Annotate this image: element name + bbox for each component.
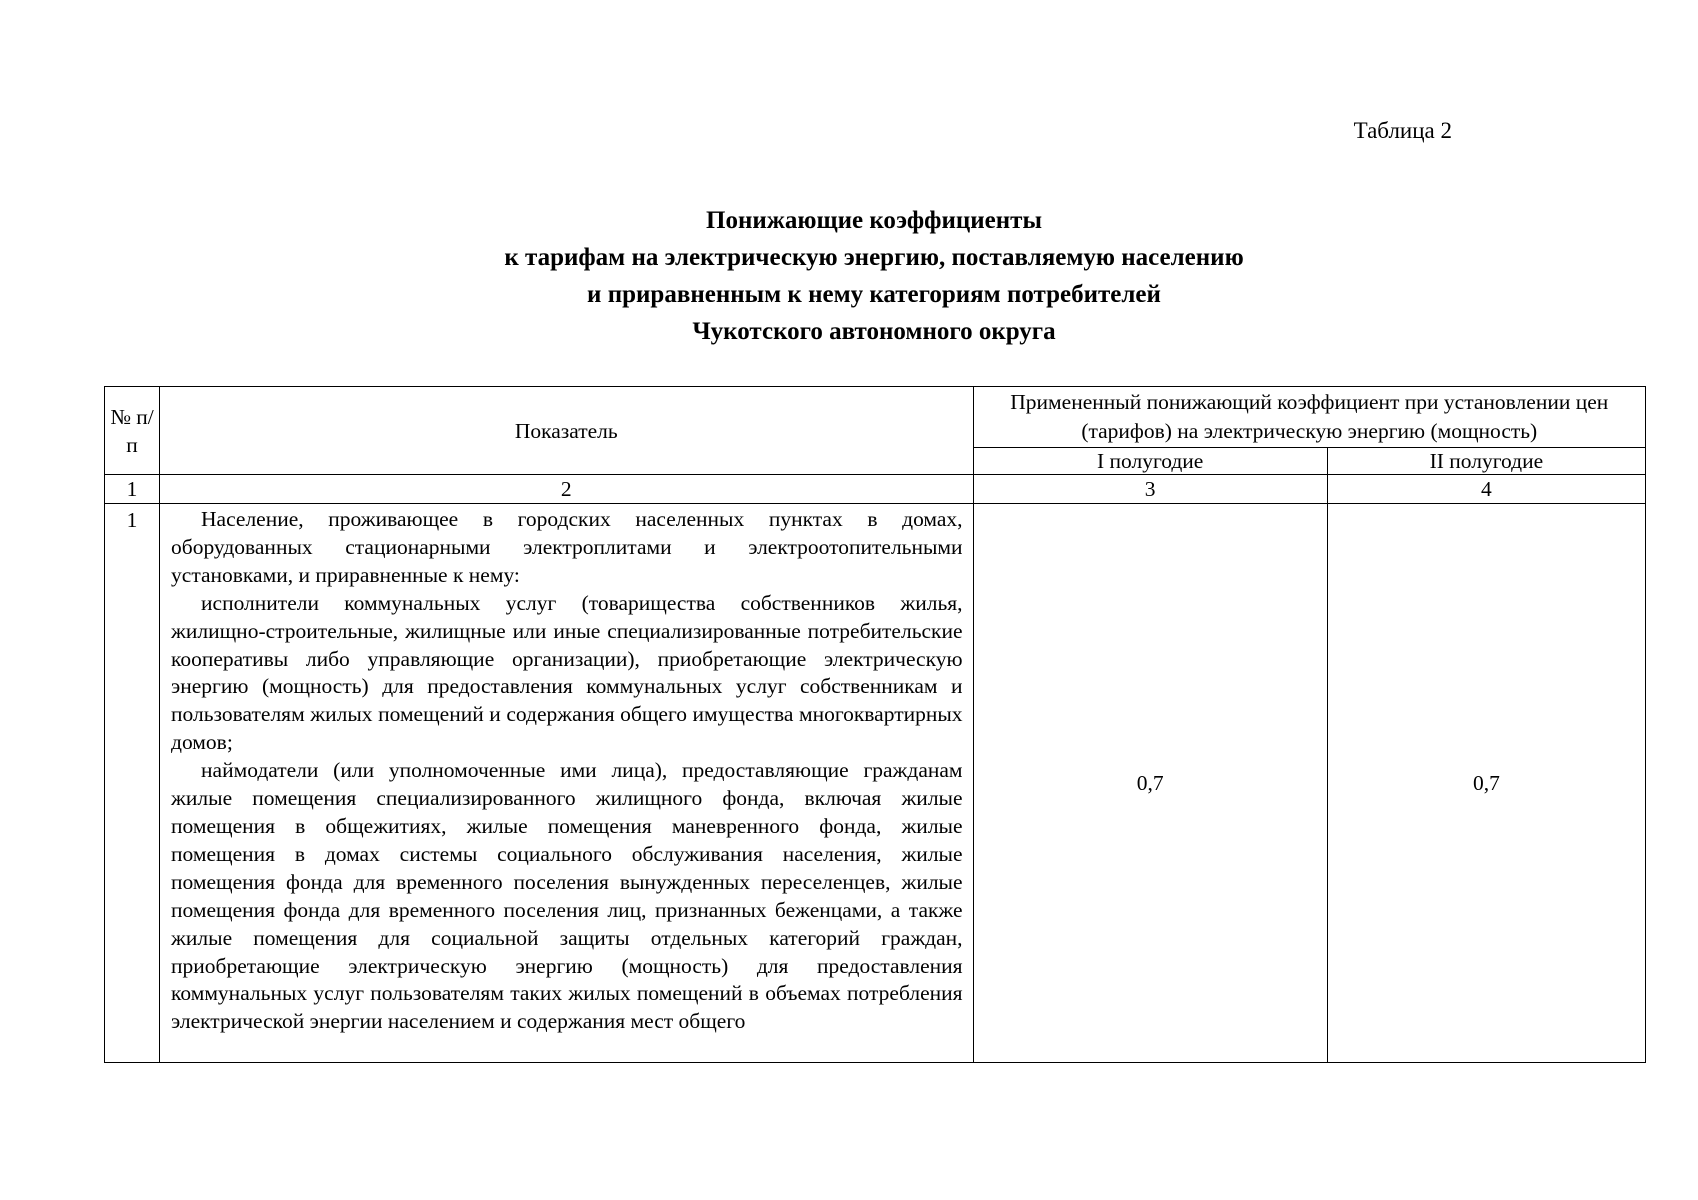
table-row [105, 504, 1646, 1063]
column-index: 1 [105, 475, 160, 504]
row-half2-value: 0,7 [1327, 504, 1645, 1063]
row-half1-value: 0,7 [973, 504, 1327, 1063]
column-index: 3 [973, 475, 1327, 504]
row-indicator [160, 504, 974, 1063]
header-half1: I полугодие [973, 448, 1327, 475]
header-half2: II полугодие [1327, 448, 1645, 475]
column-index-row [105, 475, 1646, 504]
title-line: Чукотского автономного округа [692, 318, 1056, 345]
column-index: 4 [1327, 475, 1645, 504]
header-row [105, 387, 1646, 448]
indicator-paragraph: исполнители коммунальных услуг (товарищества собственников жилья, жилищно-строительные, жилищные или иные специализированные потребительские кооперативы либо управляющие организации), приобретающие электрическую энергию (мощность) для предоставления коммунальных услуг собственникам и пользователям жилых помещений и содержания общего имущества многоквартирных домов; [171, 590, 963, 755]
indicator-paragraph: Население, проживающее в городских населенных пунктах в домах, оборудованных стационарными электроплитами и электроотопительными установками, и приравненные к нему: [171, 507, 963, 587]
header-num [105, 387, 160, 475]
header-num-text: № п/п [110, 404, 154, 457]
title-line: к тарифам на электрическую энергию, поставляемую населению [504, 244, 1244, 271]
document-title [0, 202, 1698, 350]
indicator-paragraph: наймодатели (или уполномоченные ими лица), предоставляющие гражданам жилые помещения специализированного жилищного фонда, включая жилые помещения в общежитиях, жилые помещения маневренного фонда, жилые помещения в домах системы социального обслуживания населения, жилые помещения фонда для временного поселения вынужденных переселенцев, жилые помещения фонда для временного поселения лиц, признанных беженцами, а также жилые помещения для социальной защиты отдельных категорий граждан, приобретающие электрическую энергию (мощность) для предоставления коммунальных услуг пользователям таких жилых помещений в объемах потребления электрической энергии населением и содержания мест общего [171, 758, 963, 1034]
title-line: Понижающие коэффициенты [706, 207, 1042, 234]
header-coefficient-text: Примененный понижающий коэффициент при установлении цен (тарифов) на электрическую энергию (мощность) [1010, 390, 1609, 443]
row-num: 1 [105, 504, 160, 1063]
header-coefficient [973, 387, 1645, 448]
title-line: и приравненным к нему категориям потребителей [587, 281, 1161, 308]
column-index: 2 [160, 475, 974, 504]
coefficients-table [104, 386, 1646, 1063]
table-label: Таблица 2 [1353, 118, 1452, 143]
header-indicator: Показатель [160, 387, 974, 475]
